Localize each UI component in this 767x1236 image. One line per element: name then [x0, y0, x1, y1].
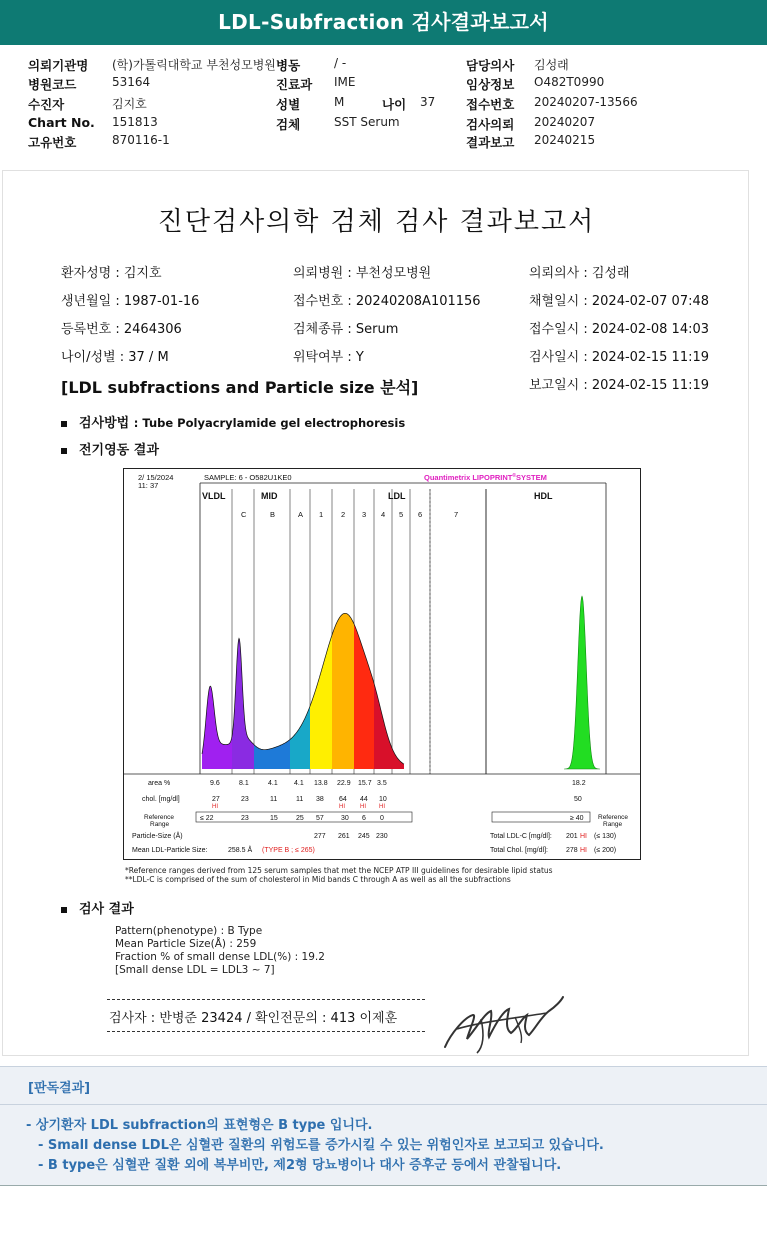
- report-date-value: 20240215: [534, 133, 596, 147]
- total-ldl-hi: HI: [580, 833, 587, 840]
- curve-segment-hdl: [564, 596, 600, 769]
- embedded-report: [2, 170, 749, 1056]
- hi-flag: HI: [379, 804, 385, 810]
- hi-flag: HI: [212, 804, 218, 810]
- code-label: 병원코드: [28, 77, 77, 92]
- area-value: 3.5: [377, 780, 387, 787]
- band-label-2: 2: [341, 510, 346, 519]
- signature-divider-bottom: [107, 1031, 425, 1032]
- group-label-hdl: HDL: [534, 491, 553, 501]
- section-title: [LDL subfractions and Particle size 분석]: [61, 378, 419, 397]
- age-value: 37: [420, 95, 436, 109]
- ward-value: / -: [334, 56, 347, 70]
- report-title: LDL-Subfraction 검사결과보고서: [218, 10, 549, 34]
- ward-label: 병동: [276, 58, 301, 73]
- curve-segment-mid-c: [232, 638, 254, 769]
- blood-draw-time: 채혈일시 : 2024-02-07 07:48: [529, 294, 710, 309]
- lipoprint-chart-svg: [124, 469, 640, 859]
- sex-label: 성별: [276, 97, 301, 112]
- bullet-icon: [61, 907, 67, 913]
- method-value: : Tube Polyacrylamide gel electrophoresis: [133, 416, 406, 430]
- registration-no: 등록번호 : 2464306: [61, 322, 182, 337]
- band-label-7: 7: [454, 510, 459, 519]
- age-sex: 나이/성별 : 37 / M: [61, 350, 169, 365]
- ref-value: ≤ 22: [200, 815, 214, 822]
- ref-value: 30: [341, 815, 349, 822]
- chart-note-2: **LDL-C is comprised of the sum of cholesterol in Mid bands C through A as well as all the subfractions: [125, 875, 511, 884]
- total-chol-hi: HI: [580, 847, 587, 854]
- total-chol-ref: (≤ 200): [594, 847, 617, 854]
- hi-flag: HI: [360, 804, 366, 810]
- total-chol-value: 278: [566, 847, 578, 854]
- curve-segment-mid-b: [254, 740, 290, 770]
- hi-flag: HI: [339, 804, 345, 810]
- ref-value: 57: [316, 815, 324, 822]
- area-value: 15.7: [358, 780, 372, 787]
- curve-segment-ldl3: [354, 624, 374, 769]
- birth-date: 생년월일 : 1987-01-16: [61, 294, 200, 309]
- curve-segment-ldl1: [310, 635, 332, 769]
- ref-value: 0: [380, 815, 384, 822]
- area-label: area %: [148, 780, 171, 787]
- area-value: 18.2: [572, 780, 586, 787]
- request-doctor: 의뢰의사 : 김성래: [529, 266, 630, 281]
- dept-value: IME: [334, 75, 356, 89]
- curve-segment-ldl2: [332, 613, 354, 769]
- area-value: 4.1: [268, 780, 278, 787]
- receipt-value: 20240207-13566: [534, 95, 638, 109]
- chol-value: 11: [270, 796, 278, 803]
- total-ldl-label: Total LDL-C [mg/dl]:: [490, 833, 552, 840]
- header-row-3: [0, 95, 767, 113]
- chol-value: 38: [316, 796, 324, 803]
- method-line: [61, 412, 405, 431]
- clinical-label: 임상정보: [466, 77, 515, 92]
- request-value: 20240207: [534, 115, 596, 129]
- ref-value-hdl: ≥ 40: [570, 815, 584, 822]
- unique-id-value: 870116-1: [112, 133, 170, 147]
- band-label-C: C: [241, 510, 247, 519]
- age-label: 나이: [382, 97, 407, 112]
- particle-size-value: 277: [314, 833, 326, 840]
- chart-notes: [125, 866, 553, 884]
- request-hospital: 의뢰병원 : 부천성모병원: [293, 266, 432, 281]
- chol-value: 44: [360, 796, 368, 803]
- chart-brand-registered: ®: [512, 473, 517, 479]
- electrophoresis-label: 전기영동 결과: [79, 443, 159, 458]
- hospital-label: 의뢰기관명: [28, 58, 89, 73]
- interpretation-heading: [판독결과]: [28, 1081, 91, 1096]
- interpretation-divider: [0, 1104, 767, 1105]
- header-info: [0, 52, 767, 157]
- curve-segment-mid-a: [290, 706, 310, 769]
- chart-note-1: *Reference ranges derived from 125 serum samples that met the NCEP ATP III guidelines for desirable lipid status: [125, 866, 553, 875]
- mean-ldl-value: 258.5 Å: [228, 847, 253, 854]
- chart-no-value: 151813: [112, 115, 158, 129]
- signature-image: [437, 989, 567, 1057]
- interpretation-line-1: - 상기환자 LDL subfraction의 표현형은 B type 입니다.: [26, 1118, 373, 1133]
- area-value: 13.8: [314, 780, 328, 787]
- ref-label-2: Range: [150, 821, 170, 828]
- band-label-A: A: [298, 510, 304, 519]
- curve-segment-vldl: [202, 686, 232, 769]
- ref-value: 25: [296, 815, 304, 822]
- result-text: [115, 925, 325, 977]
- bullet-icon: [61, 421, 67, 427]
- interpretation-panel: [0, 1066, 767, 1186]
- chart-no-label: Chart No.: [28, 115, 95, 130]
- specimen-type: 검체종류 : Serum: [293, 322, 399, 337]
- interpretation-line-2: - Small dense LDL은 심혈관 질환의 위험도를 증가시킬 수 있는 위험인자로 보고되고 있습니다.: [38, 1138, 604, 1153]
- test-time: 검사일시 : 2024-02-15 11:19: [529, 350, 710, 365]
- band-label-1: 1: [319, 510, 324, 519]
- particle-size-value: 245: [358, 833, 370, 840]
- chart-brand: Quantimetrix LIPOPRINT®SYSTEM: [424, 473, 547, 482]
- band-label-5: 5: [399, 510, 404, 519]
- header-row-5: [0, 133, 767, 151]
- band-label-4: 4: [381, 510, 386, 519]
- unique-id-label: 고유번호: [28, 135, 77, 150]
- chol-value: 64: [339, 796, 347, 803]
- chol-value: 50: [574, 796, 582, 803]
- band-label-6: 6: [418, 510, 423, 519]
- doctor-label: 담당의사: [466, 58, 515, 73]
- chol-value: 23: [241, 796, 249, 803]
- chart-brand-suffix: SYSTEM: [516, 473, 547, 482]
- dept-label: 진료과: [276, 77, 313, 92]
- doctor-value: 김성래: [534, 58, 569, 72]
- chart-sample: SAMPLE: 6 - O582U1KE0: [204, 473, 292, 482]
- header-row-1: [0, 56, 767, 74]
- area-value: 4.1: [294, 780, 304, 787]
- chol-label: chol. [mg/dl]: [142, 796, 180, 803]
- band-label-3: 3: [362, 510, 367, 519]
- area-value: 8.1: [239, 780, 249, 787]
- mean-ldl-type: (TYPE B ; ≤ 265): [262, 847, 315, 854]
- receipt-time: 접수일시 : 2024-02-08 14:03: [529, 322, 710, 337]
- particle-size-value: 261: [338, 833, 350, 840]
- request-label: 검사의뢰: [466, 117, 515, 132]
- total-ldl-ref: (≤ 130): [594, 833, 617, 840]
- patient-name: 환자성명 : 김지호: [61, 266, 162, 281]
- ref-label-right-1: Reference: [598, 814, 628, 821]
- outsourced: 위탁여부 : Y: [293, 350, 364, 365]
- receipt-label: 접수번호: [466, 97, 515, 112]
- particle-size-value: 230: [376, 833, 388, 840]
- method-label: 검사방법: [79, 416, 130, 431]
- patient-value: 김지호: [112, 97, 147, 111]
- report-title-bar: [0, 0, 767, 45]
- specimen-label: 검체: [276, 117, 301, 132]
- report-main-title: 진단검사의학 검체 검사 결과보고서: [157, 207, 596, 237]
- header-row-4: [0, 115, 767, 133]
- signature-divider-top: [107, 999, 425, 1000]
- specimen-value: SST Serum: [334, 115, 400, 129]
- area-value: 9.6: [210, 780, 220, 787]
- header-row-2: [0, 75, 767, 93]
- group-label-mid: MID: [261, 491, 278, 501]
- result-line-3: Fraction % of small dense LDL(%) : 19.2: [115, 951, 325, 963]
- mean-ldl-label: Mean LDL-Particle Size:: [132, 847, 208, 854]
- report-date-label: 결과보고: [466, 135, 515, 150]
- result-line-2: Mean Particle Size(Å) : 259: [115, 938, 257, 950]
- report-time: 보고일시 : 2024-02-15 11:19: [529, 378, 710, 393]
- ref-value: 6: [362, 815, 366, 822]
- result-line-4: [Small dense LDL = LDL3 ~ 7]: [115, 964, 275, 976]
- bullet-icon: [61, 448, 67, 454]
- examiner-line: 검사자 : 반병준 23424 / 확인전문의 : 413 이제훈: [109, 1011, 398, 1026]
- band-label-B: B: [270, 510, 276, 519]
- area-value: 22.9: [337, 780, 351, 787]
- chart-date: 2/ 15/2024: [138, 473, 174, 482]
- result-label: 검사 결과: [79, 902, 134, 917]
- ref-label-1: Reference: [144, 814, 174, 821]
- curve-segment-ldl4: [374, 683, 404, 769]
- code-value: 53164: [112, 75, 151, 89]
- ref-label-right-2: Range: [603, 821, 623, 828]
- result-line: [61, 898, 134, 917]
- total-ldl-value: 201: [566, 833, 578, 840]
- chol-value: 10: [379, 796, 387, 803]
- interpretation-line-3: - B type은 심혈관 질환 외에 복부비만, 제2형 당뇨병이나 대사 증후군 등에서 관찰됩니다.: [38, 1158, 562, 1173]
- result-line-1: Pattern(phenotype) : B Type: [115, 925, 263, 937]
- chol-value: 27: [212, 796, 220, 803]
- chol-value: 11: [296, 796, 304, 803]
- sex-value: M: [334, 95, 345, 109]
- receipt-number: 접수번호 : 20240208A101156: [293, 294, 481, 309]
- particle-size-label: Particle-Size (Å): [132, 833, 183, 840]
- hospital-value: (학)가톨릭대학교 부천성모병원: [112, 58, 276, 72]
- group-label-vldl: VLDL: [202, 491, 226, 501]
- ref-value: 23: [241, 815, 249, 822]
- patient-label: 수진자: [28, 97, 65, 112]
- total-chol-label: Total Chol. [mg/dl]:: [490, 847, 548, 854]
- clinical-value: O482T0990: [534, 75, 605, 89]
- group-label-ldl: LDL: [388, 491, 406, 501]
- ref-value: 15: [270, 815, 278, 822]
- electrophoresis-line: [61, 439, 159, 458]
- lipoprint-chart: [123, 468, 641, 860]
- chart-time: 11: 37: [138, 481, 159, 490]
